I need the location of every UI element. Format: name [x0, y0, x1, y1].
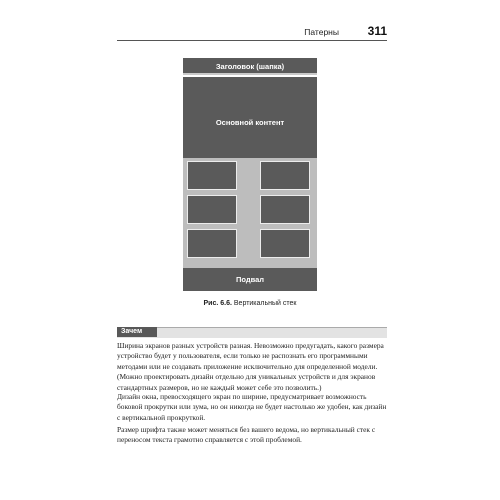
fig-grid-box	[187, 195, 237, 224]
running-header	[117, 24, 387, 40]
caption-text: Вертикальный стек	[233, 300, 297, 307]
why-paragraph-2	[117, 392, 387, 423]
fig-grid-box	[187, 161, 237, 190]
paragraph-text: Дизайн окна, превосходящего экран по ширине, предусматривает возможность боковой прокрутки или зума, но он никогда не будет настолько же удобен, как дизайн с вертикальной прокруткой.	[117, 392, 387, 422]
why-paragraph-1	[117, 341, 387, 393]
fig-header-block	[183, 58, 317, 75]
fig-grid-box	[260, 229, 310, 258]
fig-grid-area	[183, 158, 317, 270]
section-title: Патерны	[304, 27, 339, 37]
fig-main-label: Основной контент	[215, 118, 285, 127]
caption-label: Рис. 6.6.	[203, 300, 232, 307]
figure-vertical-stack	[183, 58, 317, 293]
why-paragraph-3	[117, 425, 387, 446]
fig-footer-label: Подвал	[235, 275, 265, 284]
header-rule	[117, 40, 387, 41]
fig-grid-box	[260, 195, 310, 224]
why-section-bar	[117, 327, 387, 338]
page-number: 311	[367, 24, 387, 38]
figure-caption	[0, 300, 500, 307]
fig-grid-box	[260, 161, 310, 190]
why-section-title: Зачем	[117, 327, 157, 337]
fig-footer-block	[183, 268, 317, 291]
fig-header-label: Заголовок (шапка)	[215, 62, 285, 71]
fig-main-content-block	[183, 77, 317, 168]
paragraph-text: Ширина экранов разных устройств разная. Невозможно предугадать, какого размера устройство будет у пользователя, если только не распознать его программными методами или не создавать приложение исключительно для определенной модели. (Можно проектировать дизайн отдельно для уникальных устройств и для экранов стандартных размеров, но не каждый может себе это позволить.)	[117, 341, 384, 392]
fig-grid-box	[187, 229, 237, 258]
paragraph-text: Размер шрифта также может меняться без вашего ведома, но вертикальный стек с переносом текста грамотно справляется с этой проблемой.	[117, 425, 376, 445]
